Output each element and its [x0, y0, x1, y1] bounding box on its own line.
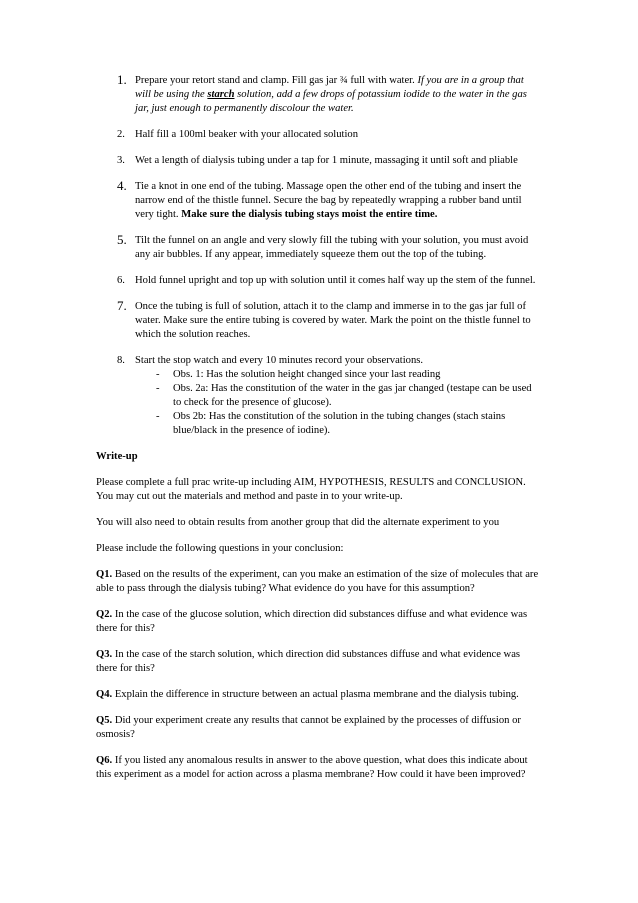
step-text: Start the stop watch and every 10 minutes record your observations. [135, 355, 424, 366]
question-2: Q2. In the case of the glucose solution, which direction did substances diffuse and what evidence was there for this? [96, 609, 528, 634]
step-italic-note: If you are in a group that will be using the starch solution, add a few drops of potassium iodide to the water in the gas jar, just enough to permanently discolour the water. [135, 75, 527, 114]
question-label: Q5. [96, 715, 113, 726]
step-text: Half fill a 100ml beaker with your allocated solution [135, 129, 358, 140]
writeup-paragraph: Please include the following questions in your conclusion: [96, 543, 344, 554]
question-3: Q3. In the case of the starch solution, which direction did substances diffuse and what evidence was there for this? [96, 649, 521, 674]
step-number: 6. [117, 275, 125, 286]
dash-bullet: - [156, 411, 160, 422]
step-number: 5. [117, 232, 127, 247]
step-4 [117, 180, 542, 222]
step-5 [117, 234, 542, 262]
step-number: 1. [117, 72, 127, 87]
writeup-paragraph: You will also need to obtain results from another group that did the alternate experiment to you [96, 517, 500, 528]
dash-bullet: - [156, 383, 160, 394]
step-7 [117, 300, 542, 342]
question-5: Q5. Did your experiment create any results that cannot be explained by the processes of diffusion or osmosis? [96, 715, 521, 740]
step-number: 4. [117, 178, 127, 193]
step-bold-warning: Make sure the dialysis tubing stays moist the entire time. [181, 209, 438, 220]
step-number: 3. [117, 155, 125, 166]
step-text: Hold funnel upright and top up with solution until it comes half way up the stem of the funnel. [135, 275, 536, 286]
step-3 [117, 154, 542, 168]
step-number: 7. [117, 298, 127, 313]
question-label: Q6. [96, 755, 113, 766]
question-label: Q3. [96, 649, 113, 660]
observation-item: - Obs. 1: Has the solution height changed since your last reading [156, 369, 441, 380]
question-1: Q1. Based on the results of the experiment, can you make an estimation of the size of molecules that are able to pass through the dialysis tubing? What evidence do you have for this assumption? [96, 569, 539, 594]
method-steps [96, 74, 542, 438]
observation-item: - Obs. 2a: Has the constitution of the water in the gas jar changed (testape can be used to check for the presence of glucose). [156, 383, 532, 408]
starch-emphasis: starch [207, 89, 235, 100]
step-text: Prepare your retort stand and clamp. Fill gas jar ¾ full with water. [135, 75, 418, 86]
step-6 [117, 274, 542, 288]
dash-bullet: - [156, 369, 160, 380]
observation-list [135, 368, 542, 438]
step-number: 8. [117, 355, 125, 366]
writeup-paragraph: Please complete a full prac write-up including AIM, HYPOTHESIS, RESULTS and CONCLUSION. You may cut out the materials and method and paste in to your write-up. [96, 477, 526, 502]
question-label: Q4. [96, 689, 113, 700]
question-4: Q4. Explain the difference in structure between an actual plasma membrane and the dialysis tubing. [96, 689, 519, 700]
step-2 [117, 128, 542, 142]
observation-item: - Obs 2b: Has the constitution of the solution in the tubing changes (stach stains blue/black in the presence of iodine). [156, 411, 506, 436]
step-text: Tie a knot in one end of the tubing. Massage open the other end of the tubing and insert the narrow end of the thistle funnel. Secure the bag by repeatedly wrapping a rubber band until very tight. [135, 181, 522, 220]
step-number: 2. [117, 129, 125, 140]
question-6: Q6. If you listed any anomalous results in answer to the above question, what does this indicate about this experiment as a model for action across a plasma membrane? How could it have been improved? [96, 755, 528, 780]
step-1 [117, 74, 542, 116]
step-text: Tilt the funnel on an angle and very slowly fill the tubing with your solution, you must avoid any air bubbles. If any appear, immediately squeeze them out the top of the tubing. [135, 235, 529, 260]
step-8 [117, 354, 542, 438]
step-text: Once the tubing is full of solution, attach it to the clamp and immerse in to the gas jar full of water. Make sure the entire tubing is covered by water. Mark the point on the thistle funnel to which the solution reaches. [135, 301, 531, 340]
question-label: Q1. [96, 569, 113, 580]
step-text: Wet a length of dialysis tubing under a tap for 1 minute, massaging it until soft and pliable [135, 155, 518, 166]
question-label: Q2. [96, 609, 113, 620]
writeup-heading: Write-up [96, 451, 138, 462]
